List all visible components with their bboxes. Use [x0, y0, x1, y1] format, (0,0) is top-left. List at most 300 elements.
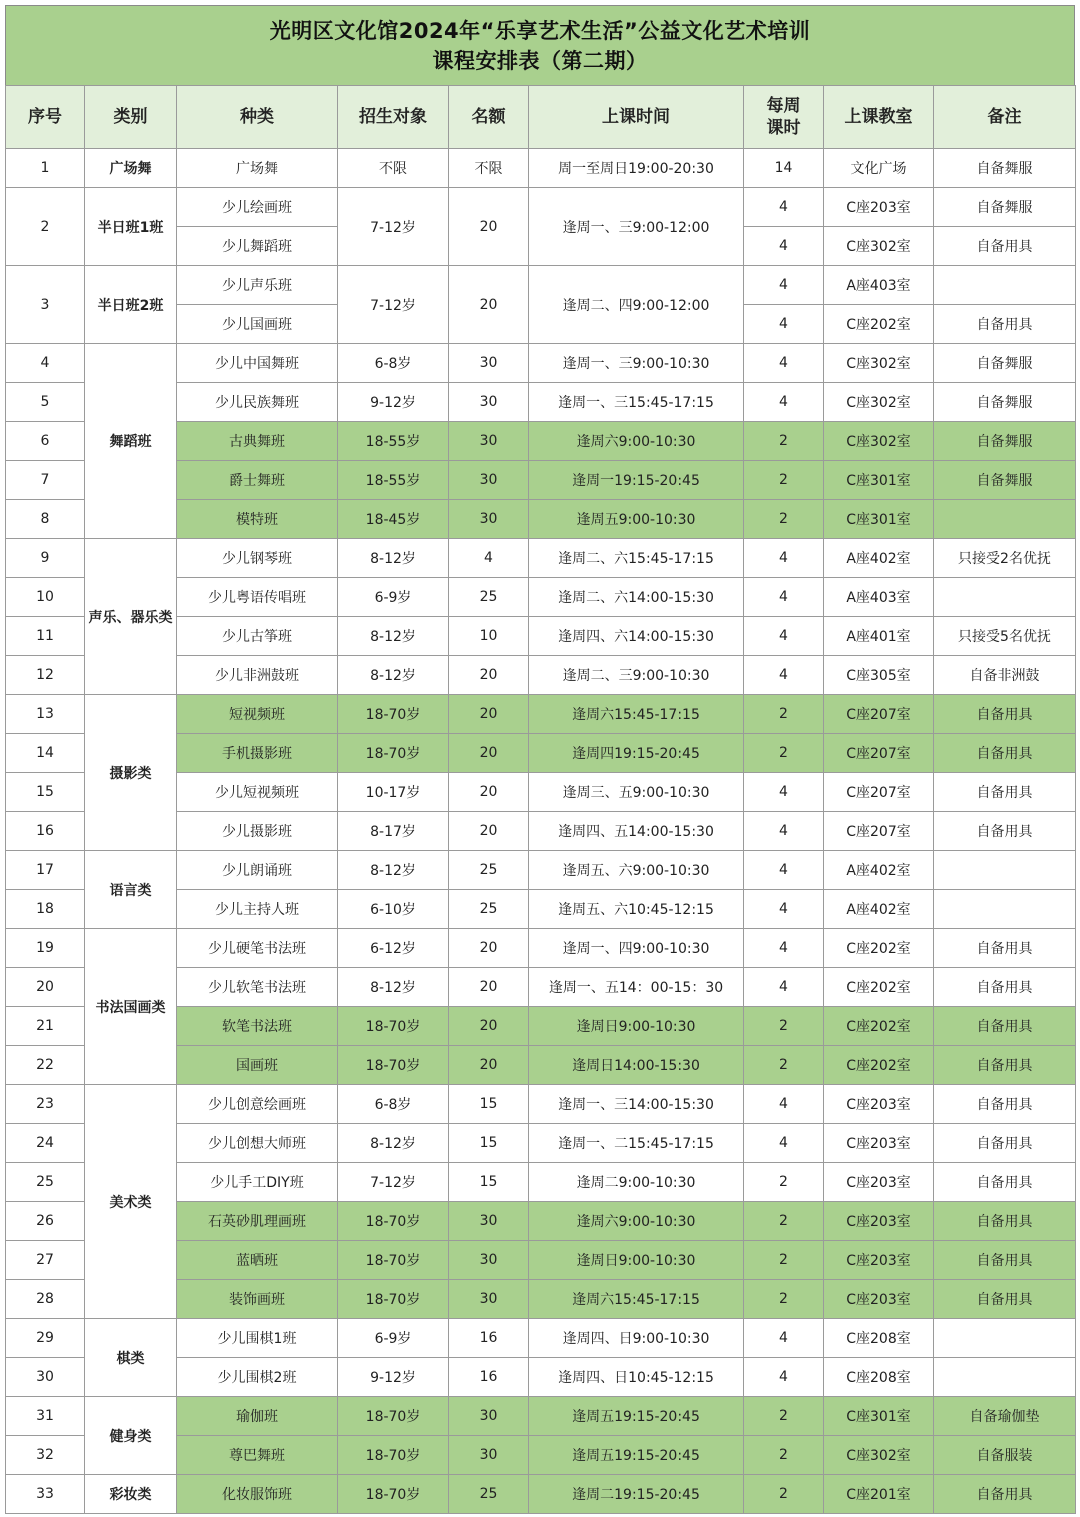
cell-room: C座202室 — [824, 1007, 934, 1046]
cell-kind: 少儿短视频班 — [177, 773, 338, 812]
table-row — [6, 188, 1076, 227]
cell-time: 逢周三、五9:00-10:30 — [529, 773, 744, 812]
cell-quota: 20 — [449, 812, 529, 851]
cell-time: 逢周五19:15-20:45 — [529, 1436, 744, 1475]
cell-no: 32 — [6, 1436, 85, 1475]
cell-note — [934, 1319, 1076, 1358]
cell-no: 23 — [6, 1085, 85, 1124]
cell-note: 自备瑜伽垫 — [934, 1397, 1076, 1436]
cell-quota: 20 — [449, 695, 529, 734]
cell-quota: 30 — [449, 1436, 529, 1475]
cell-quota: 30 — [449, 1280, 529, 1319]
cell-note: 自备舞服 — [934, 461, 1076, 500]
cell-note — [934, 266, 1076, 305]
cell-no: 10 — [6, 578, 85, 617]
cell-category: 摄影类 — [85, 695, 177, 851]
cell-no: 8 — [6, 500, 85, 539]
cell-kind: 少儿创意绘画班 — [177, 1085, 338, 1124]
cell-no: 15 — [6, 773, 85, 812]
cell-quota: 30 — [449, 383, 529, 422]
cell-kind: 短视频班 — [177, 695, 338, 734]
cell-no: 12 — [6, 656, 85, 695]
cell-kind: 少儿民族舞班 — [177, 383, 338, 422]
cell-kind: 少儿围棋2班 — [177, 1358, 338, 1397]
cell-target: 18-70岁 — [338, 1280, 449, 1319]
cell-kind: 手机摄影班 — [177, 734, 338, 773]
title-banner — [5, 5, 1075, 85]
cell-note — [934, 500, 1076, 539]
cell-time: 逢周二、三9:00-10:30 — [529, 656, 744, 695]
cell-time: 逢周二、四9:00-12:00 — [529, 266, 744, 344]
cell-kind: 少儿主持人班 — [177, 890, 338, 929]
cell-target: 不限 — [338, 149, 449, 188]
cell-target: 6-8岁 — [338, 344, 449, 383]
cell-no: 16 — [6, 812, 85, 851]
cell-time: 逢周二、六14:00-15:30 — [529, 578, 744, 617]
table-row — [6, 266, 1076, 305]
cell-target: 6-12岁 — [338, 929, 449, 968]
cell-quota: 15 — [449, 1163, 529, 1202]
cell-quota: 不限 — [449, 149, 529, 188]
cell-target: 18-70岁 — [338, 1202, 449, 1241]
cell-weekly-hours: 4 — [744, 1085, 824, 1124]
cell-no: 3 — [6, 266, 85, 344]
cell-kind: 广场舞 — [177, 149, 338, 188]
cell-weekly-hours: 4 — [744, 773, 824, 812]
cell-time: 逢周一、三14:00-15:30 — [529, 1085, 744, 1124]
header-category: 类别 — [85, 86, 177, 149]
cell-kind: 软笔书法班 — [177, 1007, 338, 1046]
cell-quota: 20 — [449, 1007, 529, 1046]
cell-category: 彩妆类 — [85, 1475, 177, 1514]
cell-note: 自备用具 — [934, 1124, 1076, 1163]
cell-target: 18-70岁 — [338, 1007, 449, 1046]
cell-time: 逢周一、二15:45-17:15 — [529, 1124, 744, 1163]
cell-kind: 蓝晒班 — [177, 1241, 338, 1280]
cell-quota: 20 — [449, 1046, 529, 1085]
cell-category: 半日班1班 — [85, 188, 177, 266]
cell-time: 逢周五19:15-20:45 — [529, 1397, 744, 1436]
cell-room: C座201室 — [824, 1475, 934, 1514]
table-row — [6, 1319, 1076, 1358]
cell-quota: 16 — [449, 1319, 529, 1358]
cell-note: 自备用具 — [934, 695, 1076, 734]
cell-no: 20 — [6, 968, 85, 1007]
page-subtitle: 课程安排表（第二期） — [432, 48, 648, 73]
cell-no: 18 — [6, 890, 85, 929]
cell-note: 自备非洲鼓 — [934, 656, 1076, 695]
cell-room: C座302室 — [824, 227, 934, 266]
cell-quota: 15 — [449, 1124, 529, 1163]
cell-kind: 少儿朗诵班 — [177, 851, 338, 890]
cell-target: 7-12岁 — [338, 266, 449, 344]
cell-room: C座203室 — [824, 1280, 934, 1319]
table-row — [6, 1397, 1076, 1436]
cell-note: 自备舞服 — [934, 383, 1076, 422]
cell-kind: 少儿非洲鼓班 — [177, 656, 338, 695]
cell-kind: 少儿绘画班 — [177, 188, 338, 227]
cell-no: 33 — [6, 1475, 85, 1514]
cell-time: 逢周一、三15:45-17:15 — [529, 383, 744, 422]
cell-target: 18-70岁 — [338, 695, 449, 734]
cell-quota: 20 — [449, 656, 529, 695]
cell-weekly-hours: 4 — [744, 305, 824, 344]
cell-no: 9 — [6, 539, 85, 578]
cell-target: 18-45岁 — [338, 500, 449, 539]
cell-quota: 30 — [449, 1202, 529, 1241]
cell-target: 8-12岁 — [338, 617, 449, 656]
cell-note — [934, 1358, 1076, 1397]
cell-note: 自备用具 — [934, 305, 1076, 344]
cell-note: 自备用具 — [934, 1280, 1076, 1319]
cell-weekly-hours: 2 — [744, 500, 824, 539]
cell-weekly-hours: 2 — [744, 422, 824, 461]
course-table — [5, 85, 1076, 1514]
cell-quota: 30 — [449, 422, 529, 461]
cell-quota: 30 — [449, 461, 529, 500]
cell-category: 书法国画类 — [85, 929, 177, 1085]
cell-note: 自备用具 — [934, 1046, 1076, 1085]
cell-target: 18-70岁 — [338, 1397, 449, 1436]
cell-no: 21 — [6, 1007, 85, 1046]
cell-time: 逢周一、三9:00-12:00 — [529, 188, 744, 266]
cell-kind: 装饰画班 — [177, 1280, 338, 1319]
cell-no: 11 — [6, 617, 85, 656]
cell-note: 自备用具 — [934, 968, 1076, 1007]
cell-quota: 20 — [449, 773, 529, 812]
cell-note: 自备用具 — [934, 227, 1076, 266]
cell-quota: 4 — [449, 539, 529, 578]
cell-target: 9-12岁 — [338, 1358, 449, 1397]
table-row — [6, 1475, 1076, 1514]
cell-weekly-hours: 4 — [744, 1358, 824, 1397]
cell-time: 逢周四、六14:00-15:30 — [529, 617, 744, 656]
cell-no: 26 — [6, 1202, 85, 1241]
table-row — [6, 695, 1076, 734]
cell-weekly-hours: 4 — [744, 656, 824, 695]
header-weekly-hours — [744, 86, 824, 149]
cell-note: 自备舞服 — [934, 344, 1076, 383]
cell-quota: 30 — [449, 1397, 529, 1436]
cell-time: 逢周四、日9:00-10:30 — [529, 1319, 744, 1358]
cell-no: 7 — [6, 461, 85, 500]
cell-category: 广场舞 — [85, 149, 177, 188]
cell-kind: 少儿粤语传唱班 — [177, 578, 338, 617]
cell-note: 自备服装 — [934, 1436, 1076, 1475]
cell-note — [934, 578, 1076, 617]
cell-kind: 国画班 — [177, 1046, 338, 1085]
cell-target: 9-12岁 — [338, 383, 449, 422]
cell-no: 29 — [6, 1319, 85, 1358]
cell-quota: 30 — [449, 1241, 529, 1280]
cell-kind: 少儿国画班 — [177, 305, 338, 344]
cell-quota: 15 — [449, 1085, 529, 1124]
cell-weekly-hours: 2 — [744, 1046, 824, 1085]
cell-target: 8-12岁 — [338, 1124, 449, 1163]
table-row — [6, 539, 1076, 578]
cell-weekly-hours: 2 — [744, 461, 824, 500]
cell-note: 自备舞服 — [934, 422, 1076, 461]
cell-time: 逢周六9:00-10:30 — [529, 422, 744, 461]
cell-note: 自备用具 — [934, 773, 1076, 812]
cell-weekly-hours: 4 — [744, 578, 824, 617]
cell-kind: 少儿古筝班 — [177, 617, 338, 656]
cell-room: C座202室 — [824, 305, 934, 344]
cell-category: 健身类 — [85, 1397, 177, 1475]
cell-target: 18-70岁 — [338, 734, 449, 773]
cell-note: 自备用具 — [934, 1085, 1076, 1124]
table-row — [6, 149, 1076, 188]
table-body — [6, 149, 1076, 1514]
cell-time: 周一至周日19:00-20:30 — [529, 149, 744, 188]
cell-no: 5 — [6, 383, 85, 422]
cell-room: A座402室 — [824, 890, 934, 929]
cell-weekly-hours: 2 — [744, 1007, 824, 1046]
cell-room: C座207室 — [824, 695, 934, 734]
cell-no: 14 — [6, 734, 85, 773]
cell-room: C座301室 — [824, 1397, 934, 1436]
cell-kind: 尊巴舞班 — [177, 1436, 338, 1475]
cell-category: 美术类 — [85, 1085, 177, 1319]
cell-target: 6-10岁 — [338, 890, 449, 929]
cell-room: C座203室 — [824, 188, 934, 227]
cell-time: 逢周二、六15:45-17:15 — [529, 539, 744, 578]
cell-kind: 少儿围棋1班 — [177, 1319, 338, 1358]
cell-room: C座302室 — [824, 344, 934, 383]
cell-no: 25 — [6, 1163, 85, 1202]
cell-target: 8-17岁 — [338, 812, 449, 851]
cell-weekly-hours: 2 — [744, 695, 824, 734]
cell-time: 逢周五、六10:45-12:15 — [529, 890, 744, 929]
cell-room: A座402室 — [824, 539, 934, 578]
cell-weekly-hours: 2 — [744, 1163, 824, 1202]
cell-time: 逢周六15:45-17:15 — [529, 1280, 744, 1319]
cell-weekly-hours: 4 — [744, 1319, 824, 1358]
cell-time: 逢周四19:15-20:45 — [529, 734, 744, 773]
cell-weekly-hours: 2 — [744, 1475, 824, 1514]
header-kind: 种类 — [177, 86, 338, 149]
cell-time: 逢周六15:45-17:15 — [529, 695, 744, 734]
cell-weekly-hours: 4 — [744, 266, 824, 305]
header-weekly-hours-line2: 课时 — [766, 118, 801, 138]
table-row — [6, 851, 1076, 890]
cell-target: 18-70岁 — [338, 1046, 449, 1085]
cell-quota: 10 — [449, 617, 529, 656]
cell-room: C座202室 — [824, 929, 934, 968]
cell-weekly-hours: 4 — [744, 890, 824, 929]
cell-room: C座203室 — [824, 1241, 934, 1280]
cell-time: 逢周四、日10:45-12:15 — [529, 1358, 744, 1397]
cell-target: 8-12岁 — [338, 656, 449, 695]
cell-weekly-hours: 4 — [744, 344, 824, 383]
cell-room: A座402室 — [824, 851, 934, 890]
cell-no: 31 — [6, 1397, 85, 1436]
cell-weekly-hours: 14 — [744, 149, 824, 188]
cell-time: 逢周二19:15-20:45 — [529, 1475, 744, 1514]
table-row — [6, 344, 1076, 383]
header-room: 上课教室 — [824, 86, 934, 149]
header-no: 序号 — [6, 86, 85, 149]
cell-no: 4 — [6, 344, 85, 383]
cell-note: 自备用具 — [934, 1241, 1076, 1280]
cell-room: C座203室 — [824, 1085, 934, 1124]
cell-note: 自备用具 — [934, 1007, 1076, 1046]
cell-room: C座302室 — [824, 383, 934, 422]
cell-note: 自备舞服 — [934, 188, 1076, 227]
cell-weekly-hours: 2 — [744, 1280, 824, 1319]
header-quota: 名额 — [449, 86, 529, 149]
cell-quota: 20 — [449, 929, 529, 968]
cell-target: 18-70岁 — [338, 1436, 449, 1475]
cell-room: C座203室 — [824, 1202, 934, 1241]
cell-time: 逢周五、六9:00-10:30 — [529, 851, 744, 890]
cell-time: 逢周四、五14:00-15:30 — [529, 812, 744, 851]
cell-room: C座208室 — [824, 1319, 934, 1358]
cell-room: C座203室 — [824, 1124, 934, 1163]
cell-weekly-hours: 4 — [744, 1124, 824, 1163]
cell-quota: 25 — [449, 578, 529, 617]
cell-room: C座202室 — [824, 968, 934, 1007]
cell-time: 逢周五9:00-10:30 — [529, 500, 744, 539]
cell-time: 逢周一、四9:00-10:30 — [529, 929, 744, 968]
cell-no: 6 — [6, 422, 85, 461]
cell-target: 18-70岁 — [338, 1475, 449, 1514]
cell-target: 7-12岁 — [338, 188, 449, 266]
cell-quota: 20 — [449, 266, 529, 344]
cell-time: 逢周日14:00-15:30 — [529, 1046, 744, 1085]
cell-room: C座301室 — [824, 500, 934, 539]
cell-time: 逢周日9:00-10:30 — [529, 1007, 744, 1046]
cell-no: 13 — [6, 695, 85, 734]
cell-kind: 少儿声乐班 — [177, 266, 338, 305]
cell-time: 逢周一、三9:00-10:30 — [529, 344, 744, 383]
cell-quota: 20 — [449, 968, 529, 1007]
cell-weekly-hours: 2 — [744, 1241, 824, 1280]
cell-room: C座207室 — [824, 812, 934, 851]
cell-kind: 少儿创想大师班 — [177, 1124, 338, 1163]
table-row — [6, 929, 1076, 968]
cell-room: A座401室 — [824, 617, 934, 656]
cell-note — [934, 890, 1076, 929]
cell-time: 逢周一、五14：00-15：30 — [529, 968, 744, 1007]
cell-no: 2 — [6, 188, 85, 266]
cell-target: 8-12岁 — [338, 968, 449, 1007]
cell-weekly-hours: 4 — [744, 617, 824, 656]
cell-target: 18-55岁 — [338, 461, 449, 500]
header-row — [6, 86, 1076, 149]
cell-target: 18-55岁 — [338, 422, 449, 461]
cell-room: C座301室 — [824, 461, 934, 500]
cell-room: C座202室 — [824, 1046, 934, 1085]
cell-quota: 25 — [449, 890, 529, 929]
cell-quota: 30 — [449, 344, 529, 383]
cell-kind: 瑜伽班 — [177, 1397, 338, 1436]
cell-note: 自备用具 — [934, 1202, 1076, 1241]
cell-no: 22 — [6, 1046, 85, 1085]
cell-room: C座302室 — [824, 1436, 934, 1475]
cell-category: 声乐、器乐类 — [85, 539, 177, 695]
header-target: 招生对象 — [338, 86, 449, 149]
cell-target: 18-70岁 — [338, 1241, 449, 1280]
cell-note: 自备用具 — [934, 812, 1076, 851]
cell-target: 6-8岁 — [338, 1085, 449, 1124]
cell-note: 自备用具 — [934, 1163, 1076, 1202]
cell-room: C座208室 — [824, 1358, 934, 1397]
cell-no: 24 — [6, 1124, 85, 1163]
cell-kind: 爵士舞班 — [177, 461, 338, 500]
cell-kind: 少儿摄影班 — [177, 812, 338, 851]
cell-room: C座302室 — [824, 422, 934, 461]
cell-kind: 石英砂肌理画班 — [177, 1202, 338, 1241]
cell-target: 6-9岁 — [338, 1319, 449, 1358]
cell-room: C座207室 — [824, 734, 934, 773]
cell-room: 文化广场 — [824, 149, 934, 188]
cell-quota: 20 — [449, 188, 529, 266]
cell-no: 27 — [6, 1241, 85, 1280]
cell-time: 逢周一19:15-20:45 — [529, 461, 744, 500]
cell-note — [934, 851, 1076, 890]
cell-room: C座203室 — [824, 1163, 934, 1202]
cell-no: 28 — [6, 1280, 85, 1319]
cell-note: 自备用具 — [934, 1475, 1076, 1514]
cell-quota: 30 — [449, 500, 529, 539]
cell-time: 逢周六9:00-10:30 — [529, 1202, 744, 1241]
cell-weekly-hours: 4 — [744, 812, 824, 851]
cell-note: 只接受2名优抚 — [934, 539, 1076, 578]
header-time: 上课时间 — [529, 86, 744, 149]
cell-weekly-hours: 4 — [744, 227, 824, 266]
cell-kind: 少儿钢琴班 — [177, 539, 338, 578]
cell-category: 半日班2班 — [85, 266, 177, 344]
cell-kind: 少儿硬笔书法班 — [177, 929, 338, 968]
cell-kind: 模特班 — [177, 500, 338, 539]
cell-kind: 少儿中国舞班 — [177, 344, 338, 383]
cell-room: A座403室 — [824, 266, 934, 305]
cell-kind: 少儿舞蹈班 — [177, 227, 338, 266]
cell-quota: 16 — [449, 1358, 529, 1397]
cell-category: 舞蹈班 — [85, 344, 177, 539]
cell-weekly-hours: 4 — [744, 851, 824, 890]
cell-target: 6-9岁 — [338, 578, 449, 617]
cell-kind: 少儿软笔书法班 — [177, 968, 338, 1007]
table-row — [6, 1085, 1076, 1124]
cell-no: 30 — [6, 1358, 85, 1397]
cell-note: 自备舞服 — [934, 149, 1076, 188]
cell-category: 语言类 — [85, 851, 177, 929]
cell-weekly-hours: 2 — [744, 1202, 824, 1241]
cell-no: 17 — [6, 851, 85, 890]
cell-no: 1 — [6, 149, 85, 188]
header-note: 备注 — [934, 86, 1076, 149]
cell-weekly-hours: 4 — [744, 383, 824, 422]
cell-note: 只接受5名优抚 — [934, 617, 1076, 656]
cell-note: 自备用具 — [934, 734, 1076, 773]
cell-room: A座403室 — [824, 578, 934, 617]
cell-target: 10-17岁 — [338, 773, 449, 812]
cell-weekly-hours: 4 — [744, 188, 824, 227]
cell-room: C座305室 — [824, 656, 934, 695]
cell-no: 19 — [6, 929, 85, 968]
header-weekly-hours-line1: 每周 — [766, 96, 801, 116]
cell-weekly-hours: 2 — [744, 1397, 824, 1436]
cell-quota: 25 — [449, 1475, 529, 1514]
cell-weekly-hours: 4 — [744, 968, 824, 1007]
schedule-sheet — [5, 5, 1075, 1514]
cell-weekly-hours: 4 — [744, 539, 824, 578]
cell-target: 8-12岁 — [338, 851, 449, 890]
cell-room: C座207室 — [824, 773, 934, 812]
cell-quota: 25 — [449, 851, 529, 890]
